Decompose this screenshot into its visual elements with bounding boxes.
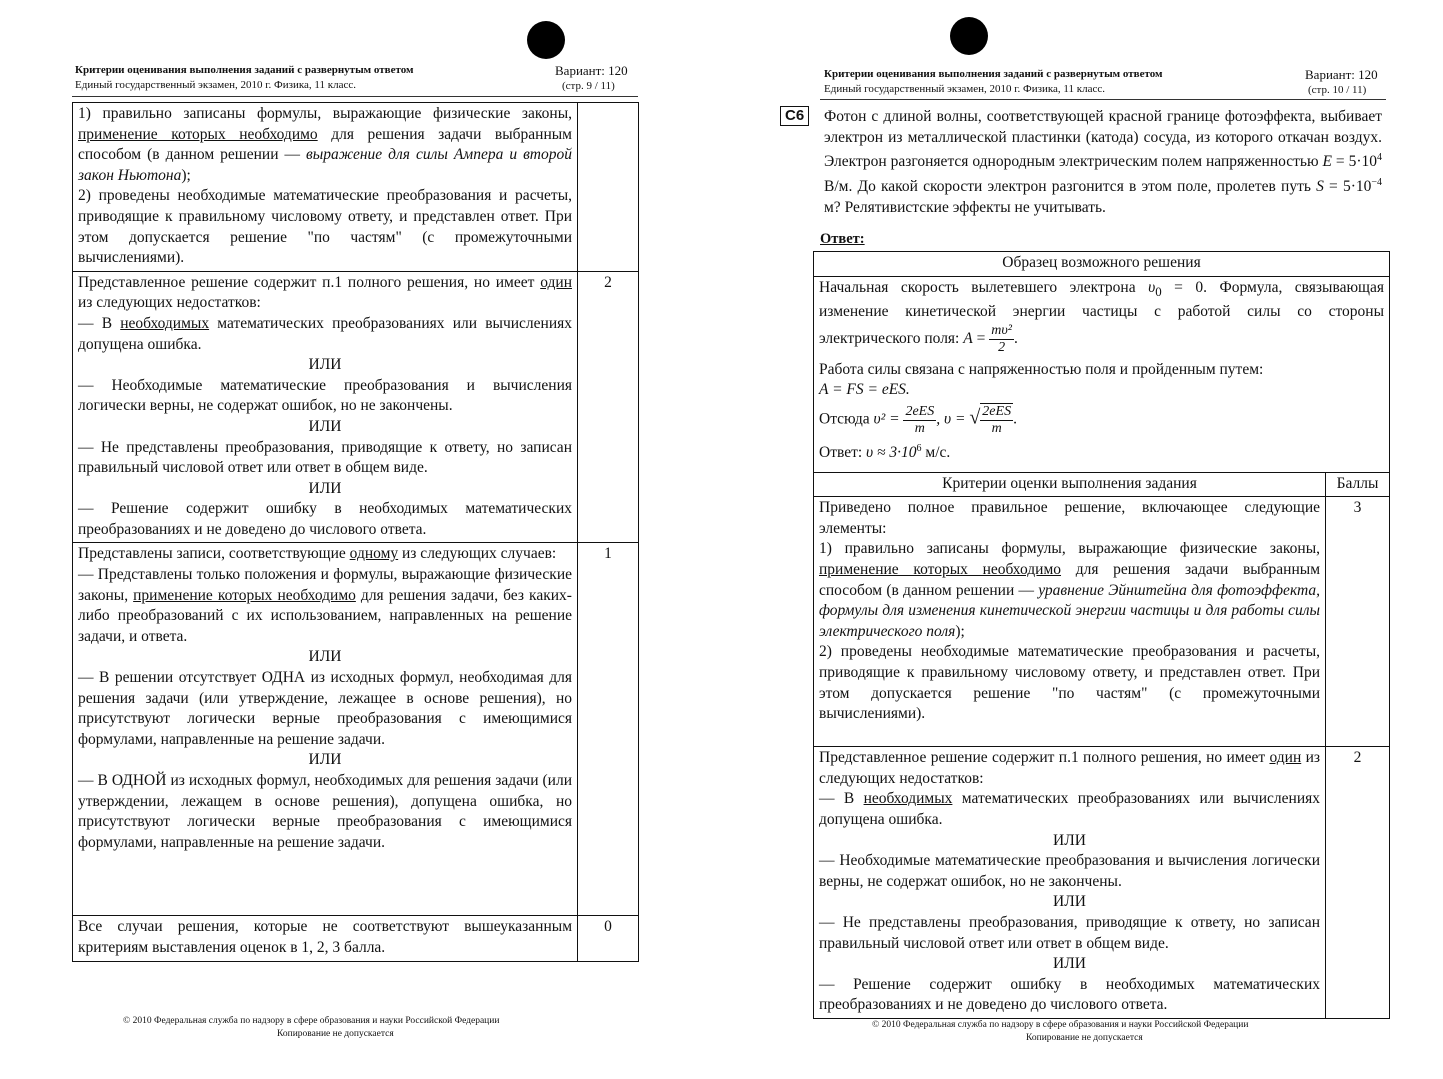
text: Фотон с длиной волны, соответствующей красной границе фотоэффекта, выбивает электрон из металлической пластинки (катода) сосуда, из которого откачан воздух. Электрон разгоняется однородным электрическим полем напряженностью bbox=[824, 108, 1382, 171]
criteria-heading-row bbox=[814, 472, 1390, 497]
header-page: (стр. 9 / 11) bbox=[562, 80, 615, 92]
text: Ответ: bbox=[819, 444, 867, 462]
paragraph: — Не представлены преобразования, приводящие к ответу, но записан правильный числовой ответ или ответ в общем виде. bbox=[78, 438, 572, 477]
underlined-text: применение которых необходимо bbox=[133, 586, 356, 604]
paragraph bbox=[78, 314, 572, 355]
text: из следующих случаев: bbox=[398, 545, 557, 563]
fraction bbox=[980, 403, 1013, 437]
denominator: m bbox=[914, 420, 925, 436]
fraction bbox=[903, 404, 936, 437]
paragraph: — В решении отсутствует ОДНА из исходных формул, необходимая для решения задачи (или утверждение, лежащее в основе решения), но присутствуют логически верные преобразования с имеющимися формулами, направленные на решение задачи. bbox=[78, 669, 572, 748]
underlined-text: применение которых необходимо bbox=[78, 125, 318, 143]
score-cell: 2 bbox=[1326, 747, 1390, 1019]
sqrt-icon: √ bbox=[969, 406, 981, 429]
score-cell: 0 bbox=[578, 916, 639, 961]
paragraph: Все случаи решения, которые не соответствуют вышеуказанным критериям выставления оценок в 1, 2, 3 балла. bbox=[78, 918, 572, 957]
header-title: Критерии оценивания выполнения заданий с развернутым ответом bbox=[75, 64, 414, 76]
left-page bbox=[0, 0, 700, 1079]
criteria-row-1 bbox=[73, 543, 639, 916]
criteria-text bbox=[73, 103, 578, 272]
paragraph: 2) проведены необходимые математические преобразования и расчеты, приводящие к правильному числовому ответу, и представлен ответ. При этом допускается решение "по частям" (с промежуточными вычислениями). bbox=[819, 643, 1320, 723]
underlined-text: один bbox=[540, 273, 572, 291]
criteria-row-3-continued bbox=[73, 103, 639, 272]
punch-hole-left bbox=[527, 21, 565, 59]
text: = 5·10 bbox=[1323, 178, 1372, 196]
score-cell: 2 bbox=[578, 271, 639, 543]
text: математических преобразованиях или вычислениях допущена ошибка. bbox=[819, 790, 1320, 828]
text: ); bbox=[181, 166, 191, 184]
criteria-row-0 bbox=[73, 916, 639, 961]
text: для решения задачи, без каких-либо преобразований с их использованием, направленных на решение задачи, и ответа. bbox=[78, 586, 572, 645]
header-variant: Вариант: 120 bbox=[555, 63, 628, 78]
paragraph bbox=[819, 439, 1384, 464]
paragraph: — Не представлены преобразования, приводящие к ответу, но записан правильный числовой ответ или ответ в общем виде. bbox=[819, 913, 1320, 952]
exponent: 6 bbox=[916, 443, 922, 455]
paragraph: — Решение содержит ошибку в необходимых математических преобразованиях и не доведено до числового ответа. bbox=[819, 975, 1320, 1014]
or-separator: ИЛИ bbox=[308, 479, 342, 497]
text: для решения задачи выбранным способом (в данном решении — bbox=[78, 125, 572, 164]
paragraph bbox=[78, 544, 572, 565]
paragraph bbox=[78, 104, 572, 186]
paragraph: Отсюда υ² = $\frac{\text{2eES}}{m}$ , υ = √ $\frac{\text{2eES}}{m}$ . bbox=[819, 403, 1017, 437]
paragraph bbox=[78, 565, 572, 647]
footer-copyright: © 2010 Федеральная служба по надзору в сфере образования и науки Российской Федерации bbox=[123, 1016, 500, 1026]
paragraph: Начальная скорость вылетевшего электрона $\upsilon_0 = 0$. Формула, связывающая изменение кинетической энергии частицы с работой силы со стороны электрического поля: A = $\frac{\text{mυ²}}{2}$ . bbox=[819, 278, 1384, 355]
formula: A = FS = eES. bbox=[819, 381, 910, 399]
subscript: 0 bbox=[1155, 283, 1162, 299]
solution-table bbox=[813, 251, 1390, 1019]
or-separator: ИЛИ bbox=[1053, 955, 1086, 973]
text: — В bbox=[78, 314, 121, 332]
task-text bbox=[824, 107, 1382, 218]
punch-hole-right bbox=[950, 17, 988, 55]
numerator: mυ² bbox=[991, 322, 1012, 338]
or-separator: ИЛИ bbox=[1053, 831, 1086, 849]
text: Представленное решение содержит п.1 полного решения, но имеет bbox=[819, 749, 1270, 767]
answer-label: Ответ: bbox=[820, 231, 865, 247]
underlined-text: один bbox=[1269, 749, 1302, 767]
score-cell: 3 bbox=[1326, 497, 1390, 747]
criteria-row-3 bbox=[814, 497, 1390, 747]
fraction bbox=[989, 323, 1014, 356]
solution-body bbox=[814, 276, 1390, 472]
italic-text: уравнение Эйнштейна для фотоэффекта, формулы для изменения кинетической энергии частицы и для работы силы электрического поля bbox=[819, 581, 1320, 640]
numerator: 2eES bbox=[982, 404, 1012, 420]
or-separator: ИЛИ bbox=[308, 648, 342, 666]
header-variant: Вариант: 120 bbox=[1305, 67, 1378, 82]
solution-heading-row bbox=[814, 252, 1390, 277]
denominator: 2 bbox=[998, 339, 1006, 355]
paragraph: 2) проведены необходимые математические преобразования и расчеты, приводящие к правильному числовому ответу, и представлен ответ. При этом допускается решение "по частям" (с промежуточными вычислениями). bbox=[78, 187, 572, 267]
header-subtitle: Единый государственный экзамен, 2010 г. Физика, 11 класс. bbox=[824, 83, 1105, 95]
or-separator: ИЛИ bbox=[308, 417, 342, 435]
text: Отсюда bbox=[819, 410, 874, 428]
paragraph: Работа силы связана с напряженностью поля и пройденным путем: bbox=[819, 360, 1264, 378]
text: для решения задачи выбранным способом (в данном решении — bbox=[819, 560, 1320, 599]
paragraph bbox=[819, 789, 1320, 830]
text: м/с. bbox=[921, 444, 951, 462]
numerator: 2eES bbox=[905, 403, 935, 419]
criteria-row-2 bbox=[73, 271, 639, 543]
text: Представленное решение содержит п.1 полного решения, но имеет bbox=[78, 273, 541, 291]
formula: , υ = bbox=[936, 410, 966, 428]
math-var: E bbox=[1322, 153, 1332, 171]
or-separator: ИЛИ bbox=[308, 356, 342, 374]
paragraph: Приведено полное правильное решение, включающее следующие элементы: bbox=[819, 499, 1320, 537]
text: = 5·10 bbox=[1331, 153, 1377, 171]
footer-no-copy: Копирование не допускается bbox=[1026, 1033, 1143, 1043]
text: 1) правильно записаны формулы, выражающие физические законы, bbox=[78, 105, 572, 122]
text: 1) правильно записаны формулы, выражающие физические законы, bbox=[819, 540, 1320, 558]
paragraph bbox=[819, 539, 1320, 642]
text: В/м. До какой скорости электрон разгонится в этом поле, пролетев путь bbox=[824, 178, 1317, 196]
criteria-text bbox=[814, 747, 1326, 1019]
task-id: С6 bbox=[780, 106, 809, 126]
paragraph: — Необходимые математические преобразования и вычисления логически верны, не содержат ошибок, но не закончены. bbox=[78, 376, 572, 415]
formula: υ² = bbox=[873, 410, 900, 428]
paragraph bbox=[78, 273, 572, 314]
criteria-text bbox=[73, 543, 578, 916]
text: — В bbox=[819, 790, 864, 808]
exponent: 4 bbox=[1377, 152, 1382, 164]
criteria-text bbox=[814, 497, 1326, 747]
criteria-heading: Критерии оценки выполнения задания bbox=[814, 472, 1326, 497]
math-var: S bbox=[1316, 178, 1324, 196]
paragraph: — В ОДНОЙ из исходных формул, необходимых для решения задачи (или утверждении, лежащем в основе решения), допущена ошибка, но присутствуют логически верные преобразования с имеющимися формулами, направленные на решение задачи. bbox=[78, 772, 572, 851]
footer-no-copy: Копирование не допускается bbox=[277, 1029, 394, 1039]
exponent: −4 bbox=[1371, 176, 1382, 188]
underlined-text: необходимых bbox=[863, 790, 953, 808]
underlined-text: применение которых необходимо bbox=[819, 560, 1062, 578]
underlined-text: необходимых bbox=[120, 314, 210, 332]
formula: υ ≈ 3·10 bbox=[866, 444, 917, 462]
math-var: υ bbox=[1148, 278, 1156, 296]
text: Представлены записи, соответствующие bbox=[78, 545, 350, 563]
header-page: (стр. 10 / 11) bbox=[1308, 84, 1367, 96]
header-title: Критерии оценивания выполнения заданий с развернутым ответом bbox=[824, 68, 1163, 80]
paragraph: — Необходимые математические преобразования и вычисления логически верны, не содержат ошибок, но не закончены. bbox=[819, 852, 1320, 890]
footer-copyright: © 2010 Федеральная служба по надзору в сфере образования и науки Российской Федерации bbox=[872, 1020, 1249, 1030]
header-rule bbox=[820, 99, 1386, 100]
paragraph bbox=[819, 748, 1320, 789]
criteria-text bbox=[73, 916, 578, 961]
score-cell bbox=[578, 103, 639, 272]
paragraph: — Решение содержит ошибку в необходимых математических преобразованиях и не доведено до числового ответа. bbox=[78, 500, 572, 538]
header-rule bbox=[72, 96, 638, 97]
text: Начальная скорость вылетевшего электрона bbox=[819, 278, 1149, 296]
header-subtitle: Единый государственный экзамен, 2010 г. Физика, 11 класс. bbox=[75, 79, 356, 91]
text: математических преобразованиях или вычислениях допущена ошибка. bbox=[78, 314, 572, 353]
text: из следующих недостатков: bbox=[78, 294, 261, 312]
text: — Представлены только положения и формулы, выражающие физические законы, bbox=[78, 566, 572, 604]
underlined-text: одному bbox=[349, 545, 399, 563]
right-page bbox=[760, 0, 1443, 1079]
criteria-table-left bbox=[72, 102, 639, 962]
score-cell: 1 bbox=[578, 543, 639, 916]
text: м? Релятивистские эффекты не учитывать. bbox=[824, 198, 1106, 216]
points-heading: Баллы bbox=[1326, 472, 1390, 497]
or-separator: ИЛИ bbox=[1053, 893, 1086, 911]
denominator: m bbox=[991, 421, 1002, 437]
solution-body-row bbox=[814, 276, 1390, 472]
italic-text: выражение для силы Ампера и второй закон Ньютона bbox=[78, 146, 572, 184]
text: из следующих недостатков: bbox=[819, 749, 1320, 787]
solution-heading: Образец возможного решения bbox=[814, 252, 1390, 277]
criteria-text bbox=[73, 271, 578, 543]
or-separator: ИЛИ bbox=[308, 751, 342, 769]
text: ); bbox=[955, 622, 965, 640]
text: = 0. Формула, связывающая изменение кинетической энергии частицы с работой силы со стороны электрического поля: bbox=[819, 278, 1384, 347]
criteria-row-2 bbox=[814, 747, 1390, 1019]
math-var: A bbox=[963, 329, 973, 347]
